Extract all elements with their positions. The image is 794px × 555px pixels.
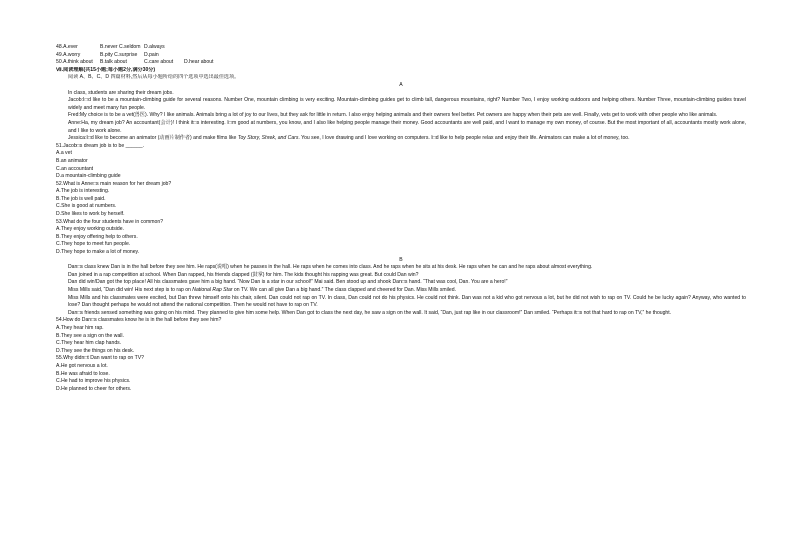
- q51-option-d: D.a mountain-climbing guide: [56, 173, 121, 180]
- q52-stem: 52.What is Anne□s main reason for her dream job?: [56, 180, 172, 187]
- q55-option-d: D.He planned to cheer for others.: [56, 385, 132, 392]
- passage-a-fred: Fred:My choice is to be a vet(兽医). Why? I like animals. Animals bring a lot of joy to our lives, but they ask for little in return. I also enjoy helping animals and their owners feel better. Pet owners are happy when their pets are well. Finally, vets get to work with other people who like animals.: [68, 112, 718, 119]
- passage-a-jacob: Jacob:I□d like to be a mountain-climbing guide for several reasons. Number One, mountain climbing is very exciting. Mountain-climbing guides get to climb tall, dangerous mountains, right? Number Two, I enjoy working outdoors and helping others. Number Three, mountain-climbing guides travel widely and meet many fun people.: [68, 97, 746, 111]
- jessica-text-2: . You see, I love drawing and I love working on computers. I□d like to help people relax and enjoy their life. Animators can make a lot of money, too.: [298, 135, 630, 142]
- jessica-text-1: Jessica:I□d like to become an animator (动画片制作者) and make films like: [68, 135, 238, 142]
- q53-option-c: C.They hope to meet fun people.: [56, 241, 131, 248]
- q51-stem: 51.Jacob□s dream job is to be ______.: [56, 142, 145, 149]
- q54-option-d: D.They see the things on his desk.: [56, 347, 135, 354]
- q51-option-a: A.a vet: [56, 150, 72, 157]
- passage-a-label: A: [399, 81, 403, 88]
- q52-option-c: C.She is good at numbers.: [56, 203, 117, 210]
- passage-b-p5: Miss Mills and his classmates were excited, but Dan threw himself onto his chair, silent. Dan could not rap on TV. In class, Dan could not do his physics. He could not think. Dan was not a kid who got nervous a lot, but he did not wish to rap on TV. Could he be lucky again? Anyway, who wanted to lose? Dan thought perhaps he would not attend the national competition. Then he would not have to rap on TV.: [68, 294, 746, 309]
- passage-b-p1: Dan□s class knew Dan is in the hall before they see him. He raps(说唱) when he passes in the hall. He raps when he comes into class. And he raps when he sits at his desk. He raps when he can and he raps about almost everything.: [68, 264, 593, 271]
- p4-text-2: on TV. We can all give Dan a big hand.” The class clapped and cheered for Dan. Miss Mills smiled.: [232, 287, 456, 293]
- q54-stem: 54.How do Dan□s classmates know he is in the hall before they see him?: [56, 317, 222, 324]
- q53-option-a: A.They enjoy working outside.: [56, 226, 124, 233]
- passage-b-p6: Dan□s friends sensed something was going on his mind. They planned to give him some help. When Dan got to class the next day, he saw a sign on the wall. It said, “Dan, just rap like in our classroom!” Dan smiled. “Perhaps it□s not that hard to rap on TV,” he thought.: [68, 309, 672, 316]
- q49-options: [56, 52, 746, 60]
- q50-options: [56, 59, 746, 67]
- film-titles: Toy Story, Shrek, and Cars: [237, 135, 299, 142]
- q52-option-b: B.The job is well paid.: [56, 195, 106, 202]
- option-a: 49.A.worry: [56, 51, 81, 58]
- option-a: 48.A.ever: [56, 44, 78, 50]
- passage-b-p3: Dan did win!Dan got the top place! All his classmates gave him a big hand. “Now Dan is a star in our school!” Mai said. Ben stood up and shook Dan□s hand. “That was cool, Dan. You are a hero!”: [68, 279, 508, 286]
- option-b: B.talk about: [100, 59, 127, 66]
- option-c: C.care about: [144, 59, 174, 66]
- q53-option-d: D.They hope to make a lot of money.: [56, 249, 140, 256]
- q53-stem: 53.What do the four students have in common?: [56, 218, 164, 225]
- option-bc: B.pity C.surprise: [100, 51, 138, 58]
- option-bc: B.never C.seldom: [100, 44, 141, 50]
- section-title: Ⅶ.阅读理解(共15小题;每小题2分,满分30分): [56, 66, 156, 73]
- section-instructions: 阅读 A、B、C、D 四篇材料,然后从每小题所给的四个选项中选出最佳选项。: [68, 74, 240, 81]
- q55-option-b: B.He was afraid to lose.: [56, 370, 110, 377]
- option-d: D.hear about: [184, 59, 214, 66]
- passage-b-p4: [56, 287, 746, 295]
- q55-option-c: C.He had to improve his physics.: [56, 378, 131, 385]
- q51-option-c: C.an accountant: [56, 165, 94, 172]
- q55-stem: 55.Why didn□t Dan want to rap on TV?: [56, 355, 144, 362]
- passage-b-p2: Dan joined in a rap competition at school. When Dan rapped, his friends clapped (鼓掌) for him. The kids thought his rapping was great. But could Dan win?: [68, 271, 419, 278]
- q53-option-b: B.They enjoy offering help to others.: [56, 233, 138, 240]
- passage-a-jessica: [56, 135, 746, 143]
- q48-options: [56, 44, 746, 52]
- exam-page: [56, 44, 746, 393]
- p4-text-1: Miss Mills said, “Dan did win! His next step is to rap on: [68, 287, 193, 293]
- q52-option-a: A.The job is interesting.: [56, 188, 110, 195]
- option-a: 50.A.think about: [56, 59, 93, 66]
- passage-a-anne: Anne:Ha, my dream job? An accountant(会计)! I think it□s interesting. I□m good at numbers, you know, and I also like helping people manage their money. Good accountants are well paid, and I want to manage my own money, of course. But the most important of all, accountants mostly work alone, and I like to work alone.: [68, 119, 746, 134]
- q51-option-b: B.an animator: [56, 157, 88, 164]
- show-title: National Rap Star: [192, 287, 233, 293]
- option-d: D.always: [144, 44, 165, 50]
- passage-a-intro: In class, students are sharing their dream jobs.: [68, 89, 174, 96]
- passage-b-label: B: [399, 256, 403, 263]
- option-d: D.pain: [144, 51, 159, 58]
- q54-option-b: B.They see a sign on the wall.: [56, 332, 124, 339]
- q54-option-a: A.They hear him rap.: [56, 324, 104, 331]
- q54-option-c: C.They hear him clap hands.: [56, 340, 122, 347]
- q52-option-d: D.She likes to work by herself.: [56, 211, 125, 218]
- q55-option-a: A.He got nervous a lot.: [56, 362, 108, 369]
